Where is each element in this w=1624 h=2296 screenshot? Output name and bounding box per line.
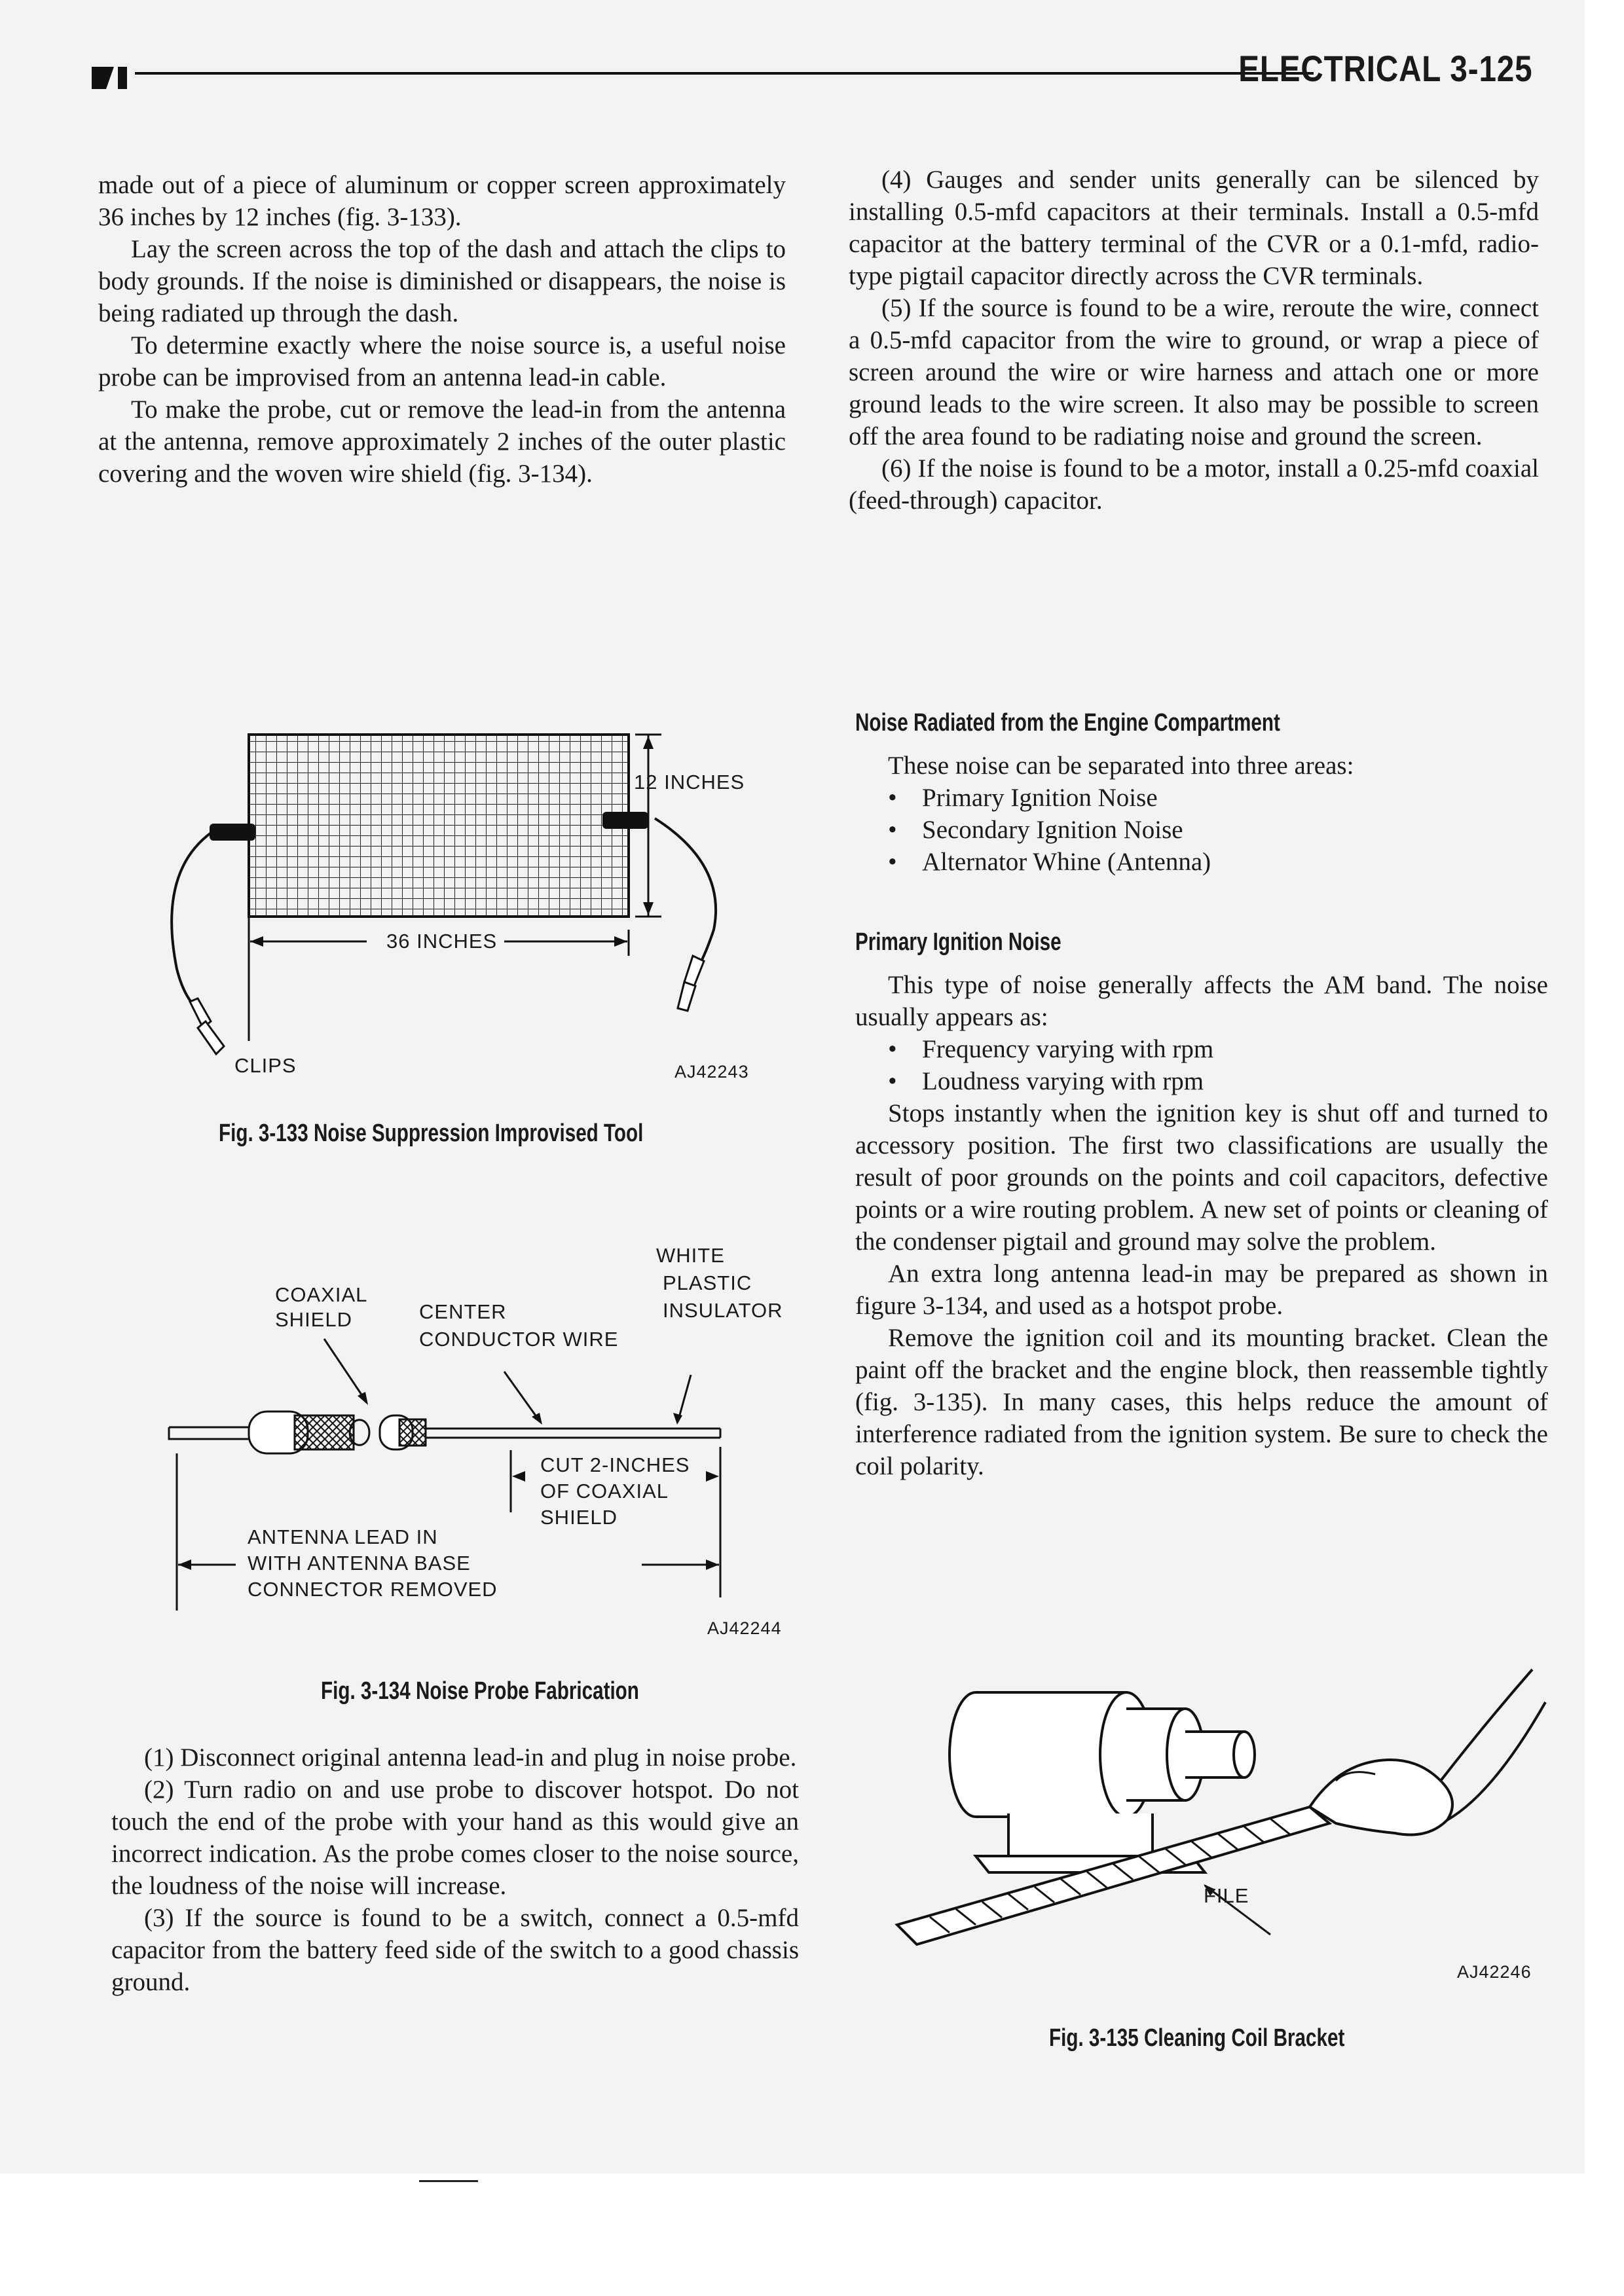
- right-column-steps: [849, 164, 1539, 517]
- figure-3-133: [151, 720, 792, 1165]
- figure-code: AJ42243: [674, 1062, 749, 1082]
- label-center-conductor: CONDUCTOR WIRE: [419, 1328, 619, 1351]
- figure-code: AJ42244: [707, 1618, 782, 1638]
- label-antenna-lead-in: ANTENNA LEAD IN: [248, 1525, 438, 1548]
- bottom-mark: [419, 2180, 478, 2182]
- label-36-inches: 36 INCHES: [386, 930, 498, 953]
- jeep-logo-icon: [92, 60, 131, 89]
- figure-3-134: [164, 1231, 805, 1728]
- list-item: • Frequency varying with rpm: [888, 1033, 1548, 1065]
- header-rule: [135, 72, 1314, 75]
- label-white-plastic-insulator: WHITE: [656, 1244, 725, 1267]
- section-heading: Noise Radiated from the Engine Compartment: [855, 709, 1280, 737]
- figure-code: AJ42246: [1457, 1962, 1532, 1982]
- engine-noise-section: [855, 707, 1545, 878]
- paragraph: made out of a piece of aluminum or copper screen approximately 36 inches by 12 inches (fig. 3-133).: [98, 171, 786, 231]
- label-file: FILE: [1204, 1884, 1249, 1907]
- step: (1) Disconnect original antenna lead-in and plug in noise probe.: [144, 1743, 797, 1772]
- label-antenna-lead-in: WITH ANTENNA BASE: [248, 1552, 471, 1575]
- step: (6) If the noise is found to be a motor, install a 0.25-mfd coaxial (feed-through) capacitor.: [849, 454, 1539, 515]
- paragraph: This type of noise generally affects the AM band. The noise usually appears as:: [855, 971, 1548, 1031]
- section-title: ELECTRICAL 3-125: [1238, 48, 1532, 89]
- bullet-list: [855, 1033, 1548, 1097]
- label-cut-2-inches: CUT 2-INCHES: [540, 1453, 690, 1476]
- list-item: • Primary Ignition Noise: [888, 782, 1545, 814]
- page-header: [92, 47, 1532, 93]
- paragraph: Remove the ignition coil and its mounting bracket. Clean the paint off the bracket and the engine block, then reassemble tightly (fig. 3-135). In many cases, this helps reduce the amount of interference radiated from the ignition system. Be sure to check the coil polarity.: [855, 1324, 1548, 1480]
- label-center-conductor: CENTER: [419, 1300, 507, 1323]
- paragraph: To make the probe, cut or remove the lead-in from the antenna at the antenna, remove approximately 2 inches of the outer plastic covering and the woven wire shield (fig. 3-134).: [98, 395, 786, 488]
- figure-caption: Fig. 3-135 Cleaning Coil Bracket: [1049, 2024, 1345, 2052]
- step: (2) Turn radio on and use probe to discover hotspot. Do not touch the end of the probe with your hand as this would give an incorrect indication. As the probe comes closer to the noise source, the loudness of the noise will increase.: [111, 1776, 799, 1900]
- label-cut-2-inches: OF COAXIAL: [540, 1480, 669, 1503]
- paragraph: These noise can be separated into three areas:: [888, 752, 1354, 780]
- step: (5) If the source is found to be a wire, reroute the wire, connect a 0.5-mfd capacitor from the wire to ground, or wrap a piece of screen around the wire or wire harness and attach one or more ground leads to the wire screen. It also may be possible to screen off the area found to be radiating noise and ground the screen.: [849, 294, 1539, 450]
- step: (3) If the source is found to be a switch, connect a 0.5-mfd capacitor from the battery feed side of the switch to a good chassis ground.: [111, 1904, 799, 1996]
- label-coaxial-shield: COAXIAL: [275, 1283, 368, 1306]
- list-item: • Loudness varying with rpm: [888, 1065, 1548, 1097]
- list-item: • Secondary Ignition Noise: [888, 814, 1545, 846]
- figure-caption: Fig. 3-133 Noise Suppression Improvised Tool: [219, 1120, 644, 1147]
- left-column-steps: [111, 1741, 799, 1998]
- figure-3-135: [877, 1597, 1559, 2069]
- coil-bracket-illustration: [877, 1597, 1559, 2003]
- paragraph: Stops instantly when the ignition key is shut off and turned to accessory position. The first two classifications are usually the result of poor grounds on the points and coil capacitors, defective points or a wire routing problem. A new set of points or cleaning of the condenser pigtail and ground may solve the problem.: [855, 1099, 1548, 1256]
- paragraph: Lay the screen across the top of the dash and attach the clips to body grounds. If the noise is diminished or disappears, the noise is being radiated up through the dash.: [98, 235, 786, 327]
- bullet-list: [855, 782, 1545, 878]
- left-column-text: [98, 169, 786, 490]
- paragraph: An extra long antenna lead-in may be prepared as shown in figure 3-134, and used as a hotspot probe.: [855, 1260, 1548, 1320]
- list-item: • Alternator Whine (Antenna): [888, 846, 1545, 878]
- label-white-plastic-insulator: INSULATOR: [663, 1299, 783, 1322]
- label-clips: CLIPS: [234, 1054, 297, 1077]
- section-heading: Primary Ignition Noise: [855, 928, 1061, 956]
- primary-ignition-section: [855, 926, 1548, 1482]
- paragraph: To determine exactly where the noise source is, a useful noise probe can be improvised from an antenna lead-in cable.: [98, 331, 786, 392]
- label-12-inches: 12 INCHES: [634, 771, 745, 793]
- label-cut-2-inches: SHIELD: [540, 1506, 618, 1529]
- label-white-plastic-insulator: PLASTIC: [663, 1271, 752, 1294]
- figure-caption: Fig. 3-134 Noise Probe Fabrication: [321, 1677, 639, 1705]
- label-antenna-lead-in: CONNECTOR REMOVED: [248, 1578, 498, 1601]
- label-coaxial-shield: SHIELD: [275, 1308, 352, 1331]
- step: (4) Gauges and sender units generally can be silenced by installing 0.5-mfd capacitors at their terminals. Install a 0.5-mfd capacitor at the battery terminal of the CVR or a 0.1-mfd, radio-type pigtail capacitor directly across the CVR terminals.: [849, 166, 1539, 290]
